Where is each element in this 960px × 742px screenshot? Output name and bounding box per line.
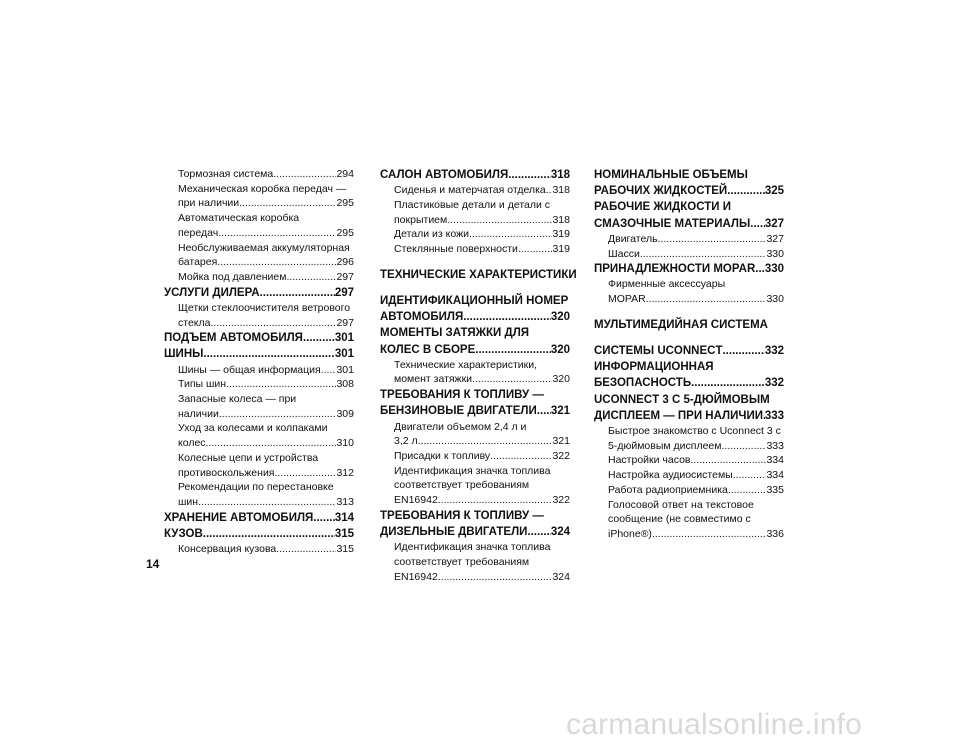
dot-leader: [518, 242, 553, 257]
dot-leader: [198, 495, 336, 510]
toc-page-number: 324: [552, 570, 570, 583]
dot-leader: [646, 292, 767, 307]
dot-leader: [438, 493, 553, 508]
toc-page-number: 333: [766, 439, 784, 452]
toc-page-number: 332: [764, 377, 784, 390]
toc-entry[interactable]: [164, 182, 354, 211]
dot-leader: [273, 167, 336, 182]
dot-leader: [203, 526, 335, 542]
toc-entry[interactable]: [380, 242, 570, 257]
toc-entry-title: противоскольжения: [178, 466, 275, 479]
toc-entry-title: Двигатель: [608, 232, 658, 245]
toc-page-number: 330: [764, 263, 784, 276]
toc-entry-title: iPhone®): [608, 527, 652, 540]
toc-entry-title: Двигатели объемом 2,4 л и: [394, 420, 527, 433]
toc-entry[interactable]: [164, 270, 354, 285]
dot-leader: [219, 407, 337, 422]
toc-section-heading[interactable]: [594, 359, 784, 391]
dot-leader: [537, 403, 551, 419]
toc-page-number: 325: [764, 185, 784, 198]
dot-leader: [721, 439, 766, 454]
toc-entry-title: Рекомендации по перестановке: [178, 481, 334, 494]
toc-entry-title: АВТОМОБИЛЯ: [380, 311, 464, 324]
toc-section-heading[interactable]: [380, 167, 570, 183]
dot-leader: [733, 468, 767, 483]
toc-entry[interactable]: [380, 540, 570, 584]
toc-entry[interactable]: [164, 241, 354, 270]
toc-entry-title: Фирменные аксессуары: [608, 278, 726, 291]
toc-entry[interactable]: [380, 227, 570, 242]
toc-page-number: 310: [336, 437, 354, 450]
toc-entry-title: соответствует требованиям: [394, 479, 530, 492]
toc-entry-title: КОЛЕС В СБОРЕ: [380, 343, 476, 356]
toc-page-number: 332: [764, 345, 784, 358]
toc-entry-title: БЕНЗИНОВЫЕ ДВИГАТЕЛИ: [380, 405, 537, 418]
toc-entry-title: ДИЗЕЛЬНЫЕ ДВИГАТЕЛИ: [380, 525, 528, 538]
toc-page-number: 320: [552, 373, 570, 386]
toc-section-heading[interactable]: [594, 317, 784, 333]
toc-page-number: 296: [336, 256, 354, 269]
toc-entry[interactable]: [164, 421, 354, 450]
toc-entry[interactable]: [380, 449, 570, 464]
toc-column-1: [164, 167, 354, 557]
toc-entry-title: СМАЗОЧНЫЕ МАТЕРИАЛЫ: [594, 217, 751, 230]
dot-leader: [755, 261, 765, 277]
toc-entry-title: ХРАНЕНИЕ АВТОМОБИЛЯ: [164, 511, 314, 524]
dot-leader: [490, 449, 552, 464]
page-number: 14: [146, 557, 160, 571]
toc-entry-title: Шины — общая информация: [178, 363, 321, 376]
dot-leader: [303, 330, 335, 346]
toc-entry-title: КУЗОВ: [164, 527, 203, 540]
toc-section-heading[interactable]: [594, 392, 784, 424]
toc-section-heading[interactable]: [164, 285, 354, 301]
toc-page-number: 321: [552, 435, 570, 448]
toc-entry-title: НОМИНАЛЬНЫЕ ОБЪЕМЫ: [594, 169, 748, 181]
toc-entry-title: 5-дюймовым дисплеем: [608, 439, 722, 452]
toc-entry-title: Мойка под давлением: [178, 270, 287, 283]
dot-leader: [475, 342, 551, 358]
toc-entry[interactable]: [594, 498, 784, 542]
toc-entry-title: Запасные колеса — при: [178, 393, 297, 406]
toc-entry-title: Настройка аудиосистемы: [608, 469, 733, 482]
toc-section-heading[interactable]: [380, 325, 570, 357]
toc-entry[interactable]: [164, 480, 354, 509]
toc-entry-title: ИДЕНТИФИКАЦИОННЫЙ НОМЕР: [380, 294, 569, 307]
toc-page-number: 327: [764, 217, 784, 230]
toc-entry-title: стекла: [178, 316, 211, 329]
toc-entry-title: Голосовой ответ на текстовое: [608, 498, 754, 511]
toc-page-number: 330: [766, 247, 784, 260]
toc-section-heading[interactable]: [594, 343, 784, 359]
dot-leader: [727, 183, 765, 199]
toc-page-number: 320: [550, 343, 570, 356]
dot-leader: [321, 363, 337, 378]
toc-entry-title: Пластиковые детали и детали с: [394, 198, 551, 211]
toc-entry-title: Настройки часов: [608, 454, 691, 467]
toc-entry-title: САЛОН АВТОМОБИЛЯ: [380, 169, 509, 181]
toc-entry-title: ТРЕБОВАНИЯ К ТОПЛИВУ —: [380, 389, 544, 402]
toc-page-number: 297: [336, 270, 354, 283]
dot-leader: [313, 510, 335, 526]
dot-leader: [508, 167, 551, 183]
toc-entry[interactable]: [594, 468, 784, 483]
toc-column-3: [594, 167, 784, 542]
toc-entry[interactable]: [594, 247, 784, 262]
toc-entry[interactable]: [164, 542, 354, 557]
dot-leader: [691, 375, 765, 391]
toc-entry-title: Автоматическая коробка: [178, 212, 300, 225]
toc-section-heading[interactable]: [594, 167, 784, 199]
toc-section-heading[interactable]: [380, 267, 577, 283]
toc-entry[interactable]: [164, 377, 354, 392]
toc-page-number: 315: [334, 527, 354, 540]
toc-page-number: 318: [552, 184, 570, 197]
toc-page-number: 312: [336, 466, 354, 479]
toc-entry-title: ТРЕБОВАНИЯ К ТОПЛИВУ —: [380, 509, 544, 522]
toc-entry-title: ПОДЪЕМ АВТОМОБИЛЯ: [164, 332, 303, 345]
toc-page-number: 301: [334, 348, 354, 361]
toc-entry-title: Присадки к топливу: [394, 449, 491, 462]
toc-entry-title: ШИНЫ: [164, 348, 204, 361]
toc-page-number: 322: [552, 449, 570, 462]
toc-section-heading[interactable]: [594, 261, 784, 277]
toc-page-number: 321: [550, 405, 570, 418]
toc-entry-title: покрытием: [394, 213, 448, 226]
toc-entry[interactable]: [594, 453, 784, 468]
toc-entry-title: соответствует требованиям: [394, 555, 530, 568]
toc-page-number: 333: [764, 409, 784, 422]
toc-entry[interactable]: [164, 392, 354, 421]
toc-entry-title: при наличии: [178, 197, 240, 210]
toc-entry-title: РАБОЧИЕ ЖИДКОСТИ И: [594, 201, 731, 214]
toc-section-heading[interactable]: [164, 510, 354, 526]
toc-entry-title: шин: [178, 495, 199, 508]
dot-leader: [275, 466, 337, 481]
toc-entry[interactable]: [594, 424, 784, 453]
toc-entry[interactable]: [380, 420, 570, 449]
dot-leader: [728, 483, 767, 498]
toc-entry-title: Необслуживаемая аккумуляторная: [178, 241, 350, 254]
toc-entry-title: ДИСПЛЕЕМ — ПРИ НАЛИЧИИ: [594, 409, 764, 422]
toc-page-number: 297: [334, 286, 354, 299]
dot-leader: [463, 309, 551, 325]
toc-entry-title: УСЛУГИ ДИЛЕРА: [164, 286, 260, 299]
toc-page-number: 313: [336, 495, 354, 508]
toc-entry-title: ПРИНАДЛЕЖНОСТИ MOPAR: [594, 263, 756, 276]
toc-section-heading[interactable]: [594, 199, 784, 231]
dot-leader: [206, 436, 337, 451]
toc-entry-title: Уход за колесами и колпаками: [178, 422, 328, 435]
toc-page-number: 314: [334, 511, 354, 524]
toc-page-number: 320: [550, 311, 570, 324]
toc-entry-title: EN16942: [394, 494, 438, 507]
toc-entry-title: передач: [178, 226, 219, 239]
toc-entry-title: Детали из кожи: [394, 228, 469, 241]
dot-leader: [447, 213, 552, 228]
toc-page-number: 330: [766, 293, 784, 306]
toc-page-number: 319: [552, 228, 570, 241]
dot-leader: [658, 232, 767, 247]
dot-leader: [691, 453, 767, 468]
toc-entry-title: ИНФОРМАЦИОННАЯ: [594, 361, 714, 374]
toc-page-number: 295: [336, 226, 354, 239]
toc-entry[interactable]: [380, 183, 570, 198]
toc-entry-title: Шасси: [608, 247, 640, 260]
dot-leader: [226, 377, 336, 392]
toc-entry-title: батарея: [178, 256, 218, 269]
toc-entry-title: наличии: [178, 407, 219, 420]
dot-leader: [276, 542, 336, 557]
toc-section-heading[interactable]: [164, 526, 354, 542]
toc-entry[interactable]: [594, 232, 784, 247]
toc-entry-title: Консервация кузова: [178, 543, 277, 556]
toc-entry-title: Быстрое знакомство с Uconnect 3 с: [608, 425, 781, 438]
toc-entry-title: БЕЗОПАСНОСТЬ: [594, 377, 692, 390]
toc-entry[interactable]: [594, 277, 784, 306]
toc-page-number: 318: [550, 169, 570, 181]
toc-entry-title: Технические характеристики,: [394, 358, 538, 371]
toc-section-heading[interactable]: [164, 330, 354, 346]
dot-leader: [640, 247, 767, 262]
toc-section-heading[interactable]: [380, 387, 570, 419]
toc-entry-title: Типы шин: [178, 378, 227, 391]
toc-entry-title: Щетки стеклоочистителя ветрового: [178, 301, 351, 314]
toc-page-number: 315: [336, 543, 354, 556]
toc-entry-title: UCONNECT 3 С 5-ДЮЙМОВЫМ: [594, 393, 770, 406]
toc-section-heading[interactable]: [380, 508, 570, 540]
dot-leader: [472, 372, 552, 387]
dot-leader: [722, 343, 764, 359]
dot-leader: [217, 255, 336, 270]
dot-leader: [438, 570, 553, 585]
dot-leader: [239, 196, 336, 211]
toc-entry[interactable]: [380, 198, 570, 227]
toc-page-number: 327: [766, 232, 784, 245]
dot-leader: [527, 524, 550, 540]
toc-section-heading[interactable]: [380, 293, 570, 325]
dot-leader: [210, 316, 336, 331]
toc-page-number: 308: [336, 378, 354, 391]
toc-entry-title: 3,2 л: [394, 435, 418, 448]
toc-entry[interactable]: [164, 451, 354, 480]
toc-entry-title: МУЛЬТИМЕДИЙНАЯ СИСТЕМА: [594, 318, 768, 331]
toc-entry[interactable]: [164, 363, 354, 378]
toc-page-number: 324: [550, 525, 570, 538]
dot-leader: [652, 527, 767, 542]
toc-entry[interactable]: [164, 211, 354, 240]
dot-leader: [418, 434, 553, 449]
toc-page-number: 334: [766, 454, 784, 467]
dot-leader: [469, 227, 553, 242]
toc-entry-title: Тормозная система: [178, 168, 274, 180]
toc-page-number: 322: [552, 494, 570, 507]
toc-page-number: 295: [336, 197, 354, 210]
dot-leader: [203, 346, 334, 362]
toc-page-number: 336: [766, 527, 784, 540]
toc-entry-title: Идентификация значка топлива: [394, 464, 551, 477]
toc-entry-title: МОМЕНТЫ ЗАТЯЖКИ ДЛЯ: [380, 327, 530, 340]
dot-leader: [218, 226, 336, 241]
toc-page-number: 318: [552, 213, 570, 226]
toc-entry[interactable]: [380, 358, 570, 387]
toc-page-number: 301: [336, 363, 354, 376]
toc-entry-title: момент затяжки: [394, 373, 473, 386]
toc-section-heading[interactable]: [164, 346, 354, 362]
toc-column-2: [380, 167, 577, 584]
toc-page-number: 319: [552, 243, 570, 256]
toc-entry-title: Стеклянные поверхности: [394, 243, 518, 256]
toc-entry-title: EN16942: [394, 570, 438, 583]
watermark: carmanualsonline.info: [566, 708, 863, 741]
toc-entry-title: Работа радиоприемника: [608, 483, 728, 496]
toc-entry-title: Сиденья и матерчатая отделка: [394, 184, 546, 197]
toc-entry-title: Механическая коробка передач —: [178, 182, 347, 195]
toc-page-number: 334: [766, 469, 784, 482]
toc-entry-title: MOPAR: [608, 293, 646, 306]
toc-entry-title: Колесные цепи и устройства: [178, 451, 319, 464]
toc-page-number: 301: [334, 332, 354, 345]
toc-entry[interactable]: [164, 167, 354, 182]
toc-entry[interactable]: [594, 483, 784, 498]
dot-leader: [750, 216, 765, 232]
toc-page-number: 309: [336, 407, 354, 420]
toc-entry-title: сообщение (не совместимо с: [608, 513, 751, 526]
toc-page-number: 297: [336, 316, 354, 329]
toc-entry[interactable]: [164, 301, 354, 330]
toc-entry-title: СИСТЕМЫ UCONNECT: [594, 345, 723, 358]
toc-entry[interactable]: [380, 464, 570, 508]
toc-page-number: 294: [336, 168, 354, 180]
toc-entry-title: Идентификация значка топлива: [394, 541, 551, 554]
toc-entry-title: колес: [178, 437, 206, 450]
toc-page-number: 335: [766, 483, 784, 496]
dot-leader: [260, 285, 335, 301]
dot-leader: [286, 270, 336, 285]
toc-entry-title: РАБОЧИХ ЖИДКОСТЕЙ: [594, 185, 728, 198]
toc-entry-title: ТЕХНИЧЕСКИЕ ХАРАКТЕРИСТИКИ: [380, 268, 577, 281]
dot-leader: [546, 183, 553, 198]
